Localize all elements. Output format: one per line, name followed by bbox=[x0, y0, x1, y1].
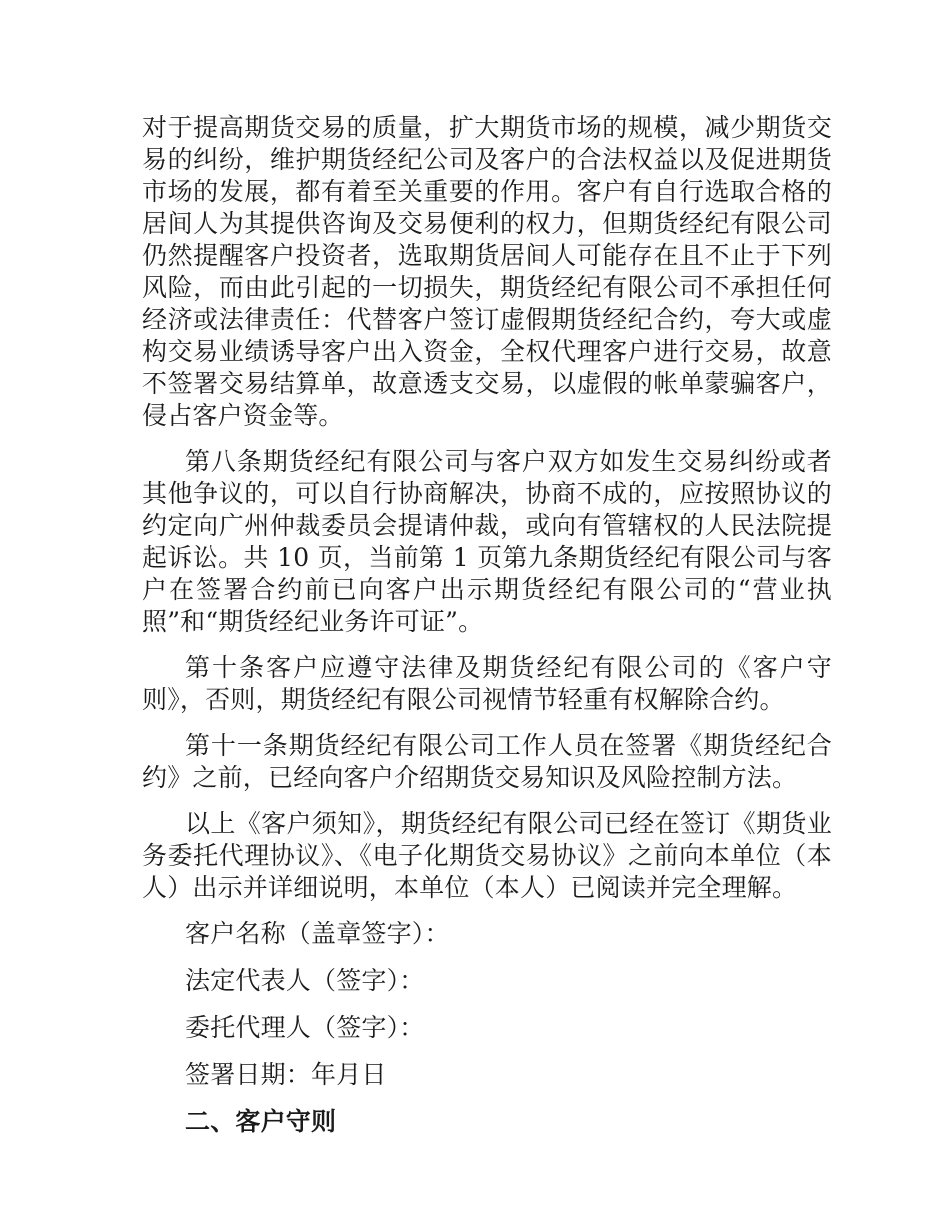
paragraph-article-8: 第八条期货经纪有限公司与客户双方如发生交易纠纷或者其他争议的，可以自行协商解决，协商不成的，应按照协议的约定向广州仲裁委员会提请仲裁，或向有管辖权的人民法院提起诉讼。共 10 页，当前第 1 页第九条期货经纪有限公司与客户在签署合约前已向客户出示期货经纪有限公司的“营业执照”和“期货经纪业务许可证”。 bbox=[142, 447, 832, 636]
paragraph-intro-continued: 对于提高期货交易的质量，扩大期货市场的规模，减少期货交易的纠纷，维护期货经纪公司及客户的合法权益以及促进期货市场的发展，都有着至关重要的作用。客户有自行选取合格的居间人为其提供咨询及交易便利的权力，但期货经纪有限公司仍然提醒客户投资者，选取期货居间人可能存在且不止于下列风险，而由此引起的一切损失，期货经纪有限公司不承担任何经济或法律责任：代替客户签订虚假期货经纪合约，夸大或虚构交易业绩诱导客户出入资金，全权代理客户进行交易，故意不签署交易结算单，故意透支交易，以虚假的帐单蒙骗客户，侵占客户资金等。 bbox=[142, 113, 832, 430]
paragraph-article-10: 第十条客户应遵守法律及期货经纪有限公司的《客户守则》，否则，期货经纪有限公司视情节轻重有权解除合约。 bbox=[142, 653, 832, 714]
signature-line-agent: 委托代理人（签字）： bbox=[185, 1013, 425, 1042]
signature-line-legal-representative: 法定代表人（签字）： bbox=[185, 966, 425, 995]
paragraph-article-11: 第十一条期货经纪有限公司工作人员在签署《期货经纪合约》之前，已经向客户介绍期货交易知识及风险控制方法。 bbox=[142, 731, 832, 792]
signature-line-client-name: 客户名称（盖章签字）： bbox=[185, 919, 450, 948]
paragraph-acknowledgement: 以上《客户须知》，期货经纪有限公司已经在签订《期货业务委托代理协议》、《电子化期货交易协议》之前向本单位（本人）出示并详细说明，本单位（本人）已阅读并完全理解。 bbox=[142, 809, 832, 902]
document-body bbox=[142, 112, 832, 1138]
section-heading: 二、客户守则 bbox=[185, 1107, 337, 1136]
signature-line-date: 签署日期：年月日 bbox=[185, 1060, 387, 1089]
